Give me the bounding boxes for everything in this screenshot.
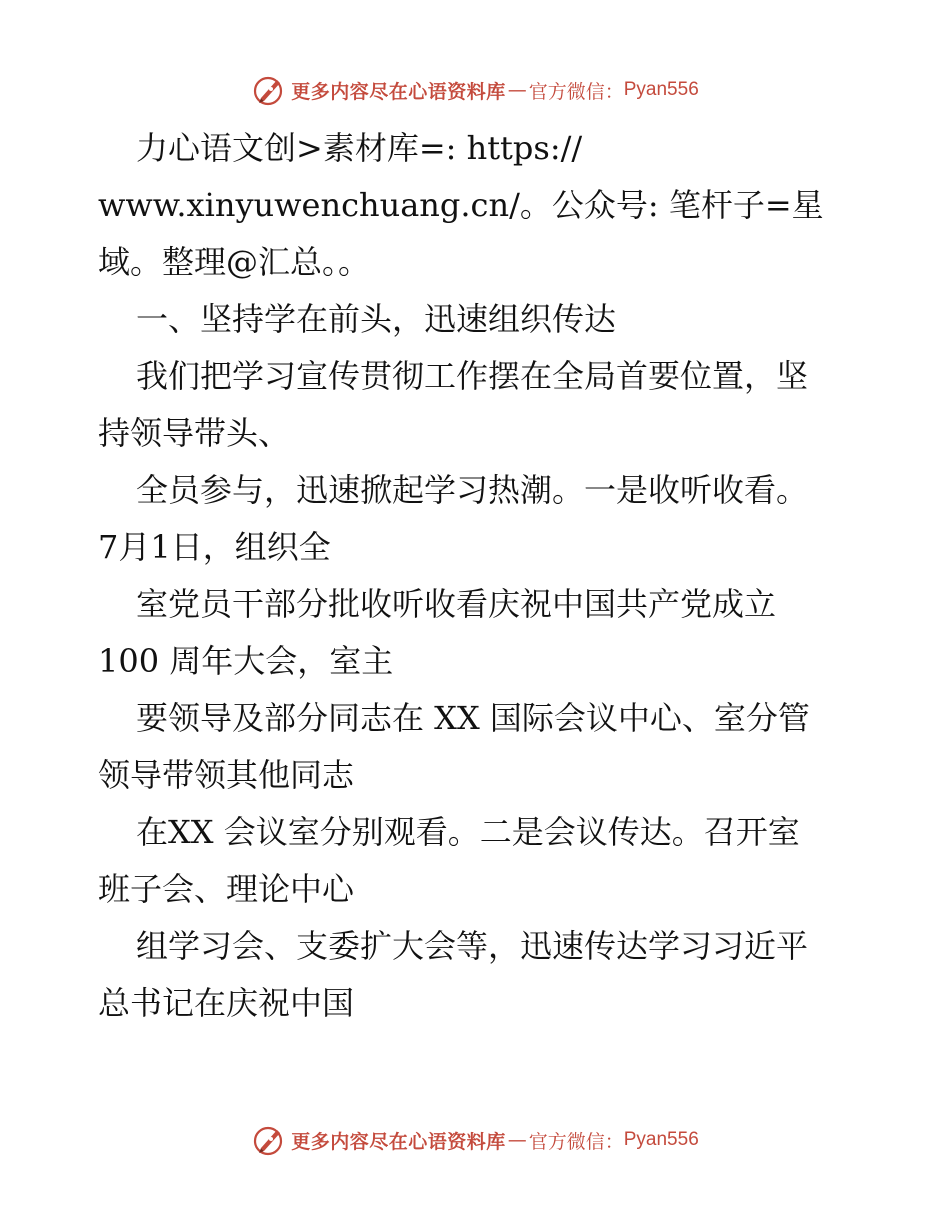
text-line: 在XX 会议室分别观看。二是会议传达。召开室 [136,813,800,851]
banner-site-text: 更多内容尽在心语资料库 [291,80,506,103]
text-line: 领导带领其他同志 [98,756,355,794]
banner-wechat-id: Pyan556 [623,79,699,100]
text-line: 室党员干部分批收听收看庆祝中国共产党成立 [136,585,777,623]
banner-wechat-id: Pyan556 [623,1129,699,1150]
text-line: 力心语文创>素材库=: https:// [136,129,583,167]
header-banner [0,70,950,110]
text-line: www.xinyuwenchuang.cn/。公众号: 笔杆子=星 [98,186,824,224]
text-line: 一、坚持学在前头，迅速组织传达 [136,300,617,338]
text-line: 域。整理@汇总。。 [98,243,371,281]
banner-official-label: 官方微信： [528,80,624,103]
banner-separator: — [507,79,527,101]
banner-official-label: 官方微信： [528,1130,624,1153]
pen-nib-logo-icon [251,72,287,108]
text-line: 组学习会、支委扩大会等，迅速传达学习习近平 [136,927,809,965]
text-line: 总书记在庆祝中国 [98,984,355,1022]
text-line: 班子会、理论中心 [98,870,355,908]
text-line: 持领导带头、 [98,414,291,452]
document-body [98,120,858,1032]
text-line: 100 周年大会，室主 [98,642,394,680]
text-line: 我们把学习宣传贯彻工作摆在全局首要位置，坚 [136,357,809,395]
text-line: 全员参与，迅速掀起学习热潮。一是收听收看。 [136,471,809,509]
pen-nib-logo-icon [251,1122,287,1158]
text-line: 7月1日，组织全 [98,528,331,566]
banner-site-text: 更多内容尽在心语资料库 [291,1130,506,1153]
banner-separator: — [507,1129,527,1151]
text-line: 要领导及部分同志在 XX 国际会议中心、室分管 [136,699,810,737]
footer-banner [0,1120,950,1160]
